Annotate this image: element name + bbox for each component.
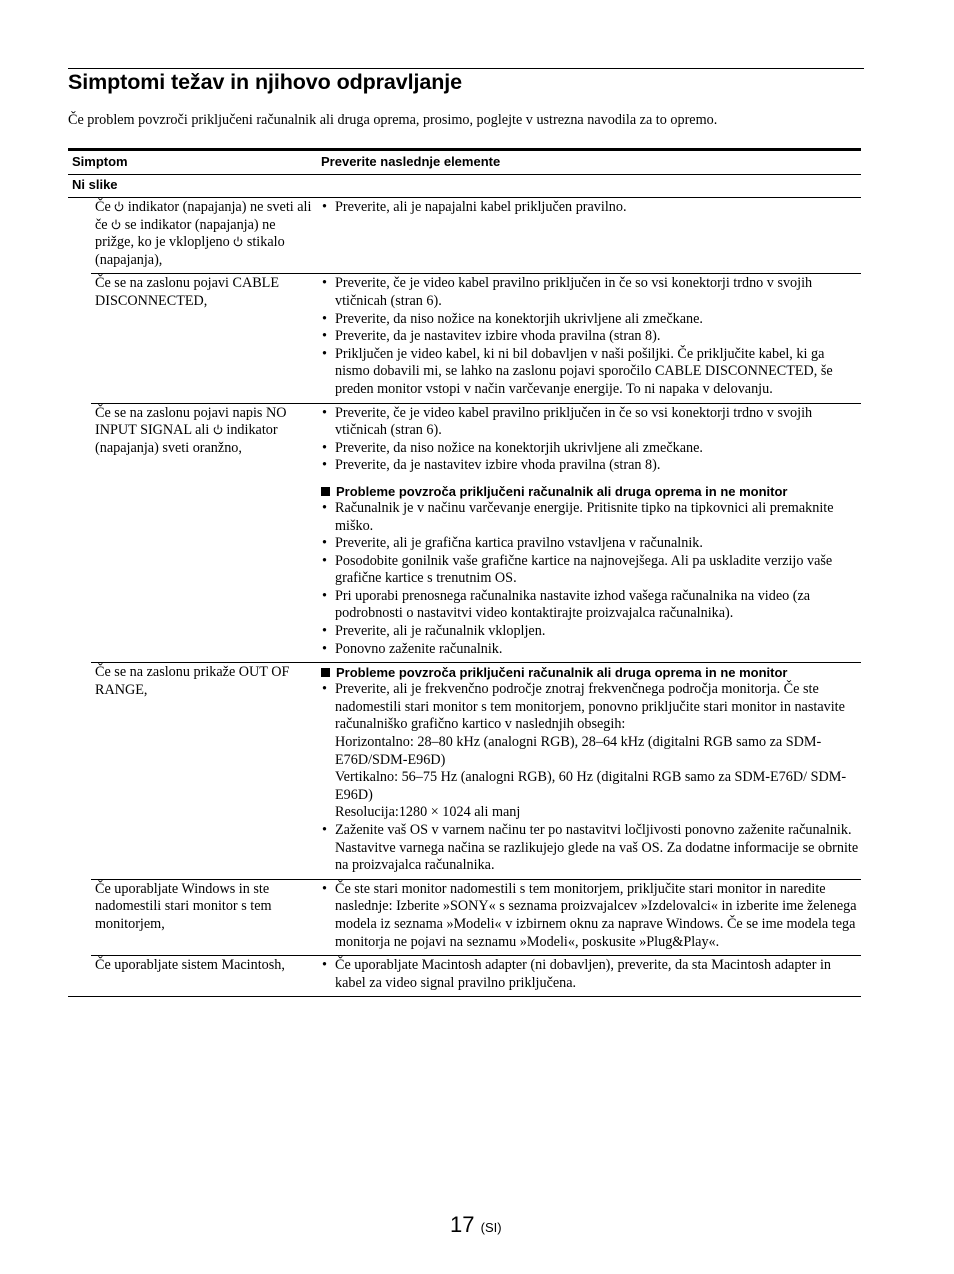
page-language: (SI) [480, 1220, 502, 1235]
symptom-text: Če se na zaslonu prikaže OUT OF RANGE, [95, 664, 290, 698]
power-icon [213, 424, 223, 435]
black-square-icon [321, 487, 330, 496]
list-item: • Ponovno zaženite računalnik. [321, 641, 861, 659]
symptom-cell [91, 663, 318, 880]
black-square-icon [321, 668, 330, 677]
symptom-cell [91, 198, 318, 274]
check-cell [318, 956, 861, 997]
list-item: • Če uporabljate Macintosh adapter (ni dobavljen), preverite, da sta Macintosh adapter in kabel za video signal pravilno priključena. [321, 957, 861, 992]
list-item: • Pri uporabi prenosnega računalnika nastavite izhod vašega računalnika na video (za podrobnosti o nastavitvi video kontaktirajte proizvajalca računalnika). [321, 588, 861, 623]
check-cell [318, 198, 861, 274]
symptom-cell [91, 274, 318, 403]
range-resolution: Resolucija:1280 × 1024 ali manj [335, 804, 521, 821]
table-header-row [68, 150, 861, 175]
list-item: • Priključen je video kabel, ki ni bil dobavljen v naši pošiljki. Če priključite kabel, ki ga nismo dobavili mi, se lahko na zaslonu pojavi sporočilo CABLE DISCONNECTED, še preden monitor vstopi v način varčevanje energije. To ni napaka v delovanju. [321, 346, 861, 399]
list-item: • Zaženite vaš OS v varnem načinu ter po nastavitvi ločljivosti ponovno zaženite računalnik. Nastavitve varnega načina se razlikujejo glede na vaš OS. Za dodatne informacije se obrnite na proizvajalca računalnika. [321, 822, 861, 875]
list-item: • Preverite, da je nastavitev izbire vhoda pravilna (stran 8). [321, 328, 861, 346]
table-row [68, 956, 861, 997]
range-vertical: Vertikalno: 56–75 Hz (analogni RGB), 60 Hz (digitalni RGB samo za SDM-E76D/ SDM-E96D) [335, 769, 847, 803]
list-item: • Preverite, ali je grafična kartica pravilno vstavljena v računalnik. [321, 535, 861, 553]
group-label: Ni slike [68, 175, 861, 198]
table-row [68, 198, 861, 274]
power-icon [233, 236, 243, 247]
list-item: • Računalnik je v načinu varčevanje energije. Pritisnite tipko na tipkovnici ali premaknite miško. [321, 500, 861, 535]
symptom-cell [91, 403, 318, 663]
symptom-text: Če indikator (napajanja) ne sveti ali če se indikator (napajanja) ne prižge, ko je vklopljeno stikalo (napajanja), [95, 199, 312, 268]
check-cell [318, 663, 861, 880]
subsection-heading-text: Probleme povzroča priključeni računalnik ali druga oprema in ne monitor [336, 483, 788, 499]
list-item: • Posodobite gonilnik vaše grafične kartice na najnovejšega. Ali pa uskladite verzijo vaše grafične kartice s trenutnim OS. [321, 553, 861, 588]
list-item: • Preverite, da niso nožice na konektorjih ukrivljene ali zmečkane. [321, 440, 861, 458]
power-icon [111, 219, 121, 230]
header-symptom: Simptom [72, 154, 128, 169]
list-item: • Preverite, da niso nožice na konektorjih ukrivljene ali zmečkane. [321, 311, 861, 329]
list-item: • Če ste stari monitor nadomestili s tem monitorjem, priključite stari monitor in naredite naslednje: Izberite »SONY« s seznama proizvajalcev »Izdelovalci« in izberite ime želenega modela iz seznama »Modeli« v izbirnem oknu za naprave Windows. Če se ime modela tega monitorja ne pojavi na seznamu »Modeli«, poskusite »Plug&Play«. [321, 881, 861, 951]
table-row [68, 879, 861, 955]
list-item: • Preverite, če je video kabel pravilno priključen in če so vsi konektorji trdno v svojih vtičnicah (stran 6). [321, 405, 861, 440]
table-row [68, 274, 861, 403]
list-item: • Preverite, ali je računalnik vklopljen. [321, 623, 861, 641]
power-icon [114, 201, 124, 212]
symptom-cell [91, 956, 318, 997]
check-cell [318, 403, 861, 663]
top-rule [68, 68, 864, 69]
list-item: • Preverite, če je video kabel pravilno priključen in če so vsi konektorji trdno v svojih vtičnicah (stran 6). [321, 275, 861, 310]
range-horizontal: Horizontalno: 28–80 kHz (analogni RGB), 28–64 kHz (digitalni RGB samo za SDM-E76D/SDM-E96D) [335, 734, 822, 768]
symptom-text: Če uporabljate sistem Macintosh, [95, 957, 285, 974]
table-row [68, 403, 861, 663]
list-item [321, 681, 861, 822]
table-row [68, 663, 861, 880]
troubleshooting-table [68, 148, 861, 997]
list-item: • Preverite, ali je napajalni kabel priključen pravilno. [321, 199, 861, 217]
symptom-text: Če se na zaslonu pojavi CABLE DISCONNECTED, [95, 275, 280, 309]
symptom-text: Če uporabljate Windows in ste nadomestili stari monitor s tem monitorjem, [95, 880, 272, 932]
list-item-text: Preverite, ali je frekvenčno področje znotraj frekvenčnega področja monitorja. Če ste nadomestili stari monitor s tem monitorjem, ponovno priključite stari monitor in nastavite računalniško grafično kartico v naslednjih obsegih: [335, 681, 845, 733]
page-number-value: 17 [450, 1212, 475, 1237]
intro-text: Če problem povzroči priključeni računalnik ali druga oprema, prosimo, poglejte v ustrezna navodila za to opremo. [68, 112, 718, 128]
symptom-cell [91, 879, 318, 955]
page-number [450, 1212, 502, 1238]
subsection-heading-text: Probleme povzroča priključeni računalnik ali druga oprema in ne monitor [336, 665, 788, 681]
check-cell [318, 274, 861, 403]
list-item: • Preverite, da je nastavitev izbire vhoda pravilna (stran 8). [321, 457, 861, 475]
symptom-text: Če se na zaslonu pojavi napis NO INPUT SIGNAL ali indikator (napajanja) sveti oranžno, [95, 404, 287, 456]
check-cell [318, 879, 861, 955]
header-check: Preverite naslednje elemente [321, 154, 501, 169]
page-title: Simptomi težav in njihovo odpravljanje [68, 70, 463, 94]
subsection-heading [321, 664, 861, 681]
group-row [68, 175, 861, 198]
subsection-heading [321, 483, 861, 500]
